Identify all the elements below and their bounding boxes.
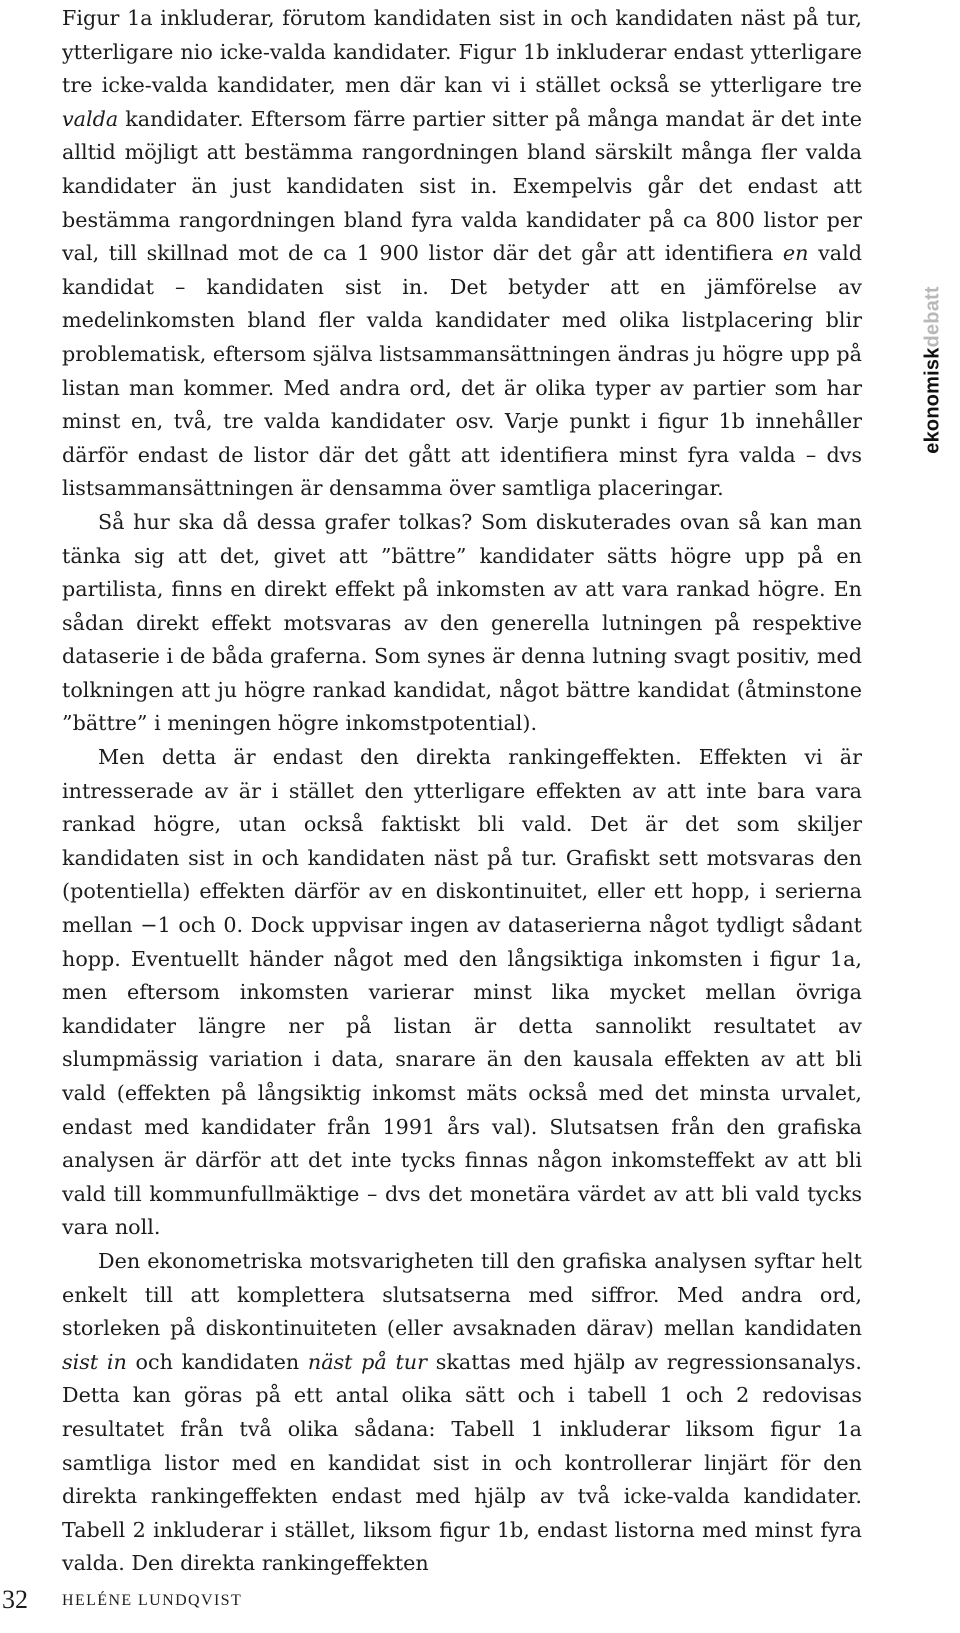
side-label-debatt: debatt bbox=[921, 286, 944, 348]
italic-text: näst på tur bbox=[307, 1349, 428, 1374]
paragraph bbox=[62, 1245, 862, 1581]
text-run: och kandidaten bbox=[126, 1349, 308, 1374]
text-run: Den ekonometriska motsvarigheten till den grafiska analysen syftar helt enkelt till att komplettera slutsatserna med siffror. Med andra ord, storleken på diskontinuiteten (eller avsaknaden därav) mellan kandidaten bbox=[62, 1248, 862, 1341]
text-run: Figur 1a inkluderar, förutom kandidaten sist in och kandidaten näst på tur, ytterligare nio icke-valda kandidater. Figur 1b inkluderar endast ytterligare tre icke-valda kandidater, men där kan vi i stället också se ytterligare tre bbox=[62, 6, 862, 98]
journal-side-label bbox=[918, 275, 948, 465]
running-footer-author: HELÉNE LUNDQVIST bbox=[62, 1592, 243, 1609]
body-text bbox=[62, 2, 862, 1581]
paragraph bbox=[62, 506, 862, 741]
italic-text: en bbox=[782, 241, 809, 266]
side-label-ekonomisk: ekonomisk bbox=[921, 347, 944, 454]
text-run: Så hur ska då dessa grafer tolkas? Som diskuterades ovan så kan man tänka sig att det, givet att ”bättre” kandidater sätts högre upp på en partilista, finns en direkt effekt på inkomsten av att vara rankad högre. En sådan direkt effekt motsvaras av den generella lutningen på respektive dataserie i de båda graferna. Som synes är denna lutning svagt positiv, med tolkningen att ju högre rankad kandidat, något bättre kandidat (åtminstone ”bättre” i meningen högre inkomstpotential). bbox=[62, 509, 862, 736]
paragraph bbox=[62, 2, 862, 506]
text-run: skattas med hjälp av regressionsanalys. Detta kan göras på ett antal olika sätt och i tabell 1 och 2 redovisas resultatet från två olika sådana: Tabell 1 inkluderar liksom figur 1a samtliga listor med en kandidat sist in och kontrollerar linjärt för den direkta rankingeffekten endast med hjälp av två icke-valda kandidater. Tabell 2 inkluderar i stället, liksom figur 1b, endast listorna med minst fyra valda. Den direkta rankingeffekten bbox=[62, 1349, 862, 1576]
italic-text: valda bbox=[62, 106, 119, 131]
text-run: kandidater. Eftersom färre partier sitter på många mandat är det inte alltid möjligt att bestämma rangordningen bland särskilt många fler valda kandidater än just kandidaten sist in. Exempelvis går det endast att bestämma rangordningen bland fyra valda kandidater på ca 800 listor per val, till skillnad mot de ca 1 900 listor där det går att identifiera bbox=[62, 106, 862, 266]
italic-text: sist in bbox=[62, 1349, 127, 1374]
text-run: vald kandidat – kandidaten sist in. Det betyder att en jämförelse av medelinkomsten bland fler valda kandidater med olika listplacering blir problematisk, eftersom själva listsammansättningen ändras ju högre upp på listan man kommer. Med andra ord, det är olika typer av partier som har minst en, två, tre valda kandidater osv. Varje punkt i figur 1b innehåller därför endast de listor där det gått att identifiera minst fyra valda – dvs listsammansättningen är densamma över samtliga placeringar. bbox=[62, 241, 862, 501]
text-run: Men detta är endast den direkta rankingeffekten. Effekten vi är intresserade av är i stället den ytterligare effekten av att inte bara vara rankad högre, utan också faktiskt bli vald. Det är det som skiljer kandidaten sist in och kandidaten näst på tur. Grafiskt sett motsvaras den (potentiella) effekten därför av en diskontinuitet, eller ett hopp, i serierna mellan −1 och 0. Dock uppvisar ingen av dataserierna något tydligt sådant hopp. Eventuellt händer något med den långsiktiga inkomsten i figur 1a, men eftersom inkomsten varierar minst lika mycket mellan övriga kandidater längre ner på listan är detta sannolikt resultatet av slumpmässig variation i data, snarare än den kausala effekten av att bli vald (effekten på långsiktig inkomst mäts också med det minsta urvalet, endast med kandidater från 1991 års val). Slutsatsen från den grafiska analysen är därför att det inte tycks finnas någon inkomsteffekt av att bli vald till kommunfullmäktige – dvs det monetära värdet av att bli vald tycks vara noll. bbox=[62, 745, 862, 1240]
paragraph bbox=[62, 741, 862, 1245]
page-number: 32 bbox=[2, 1585, 28, 1614]
